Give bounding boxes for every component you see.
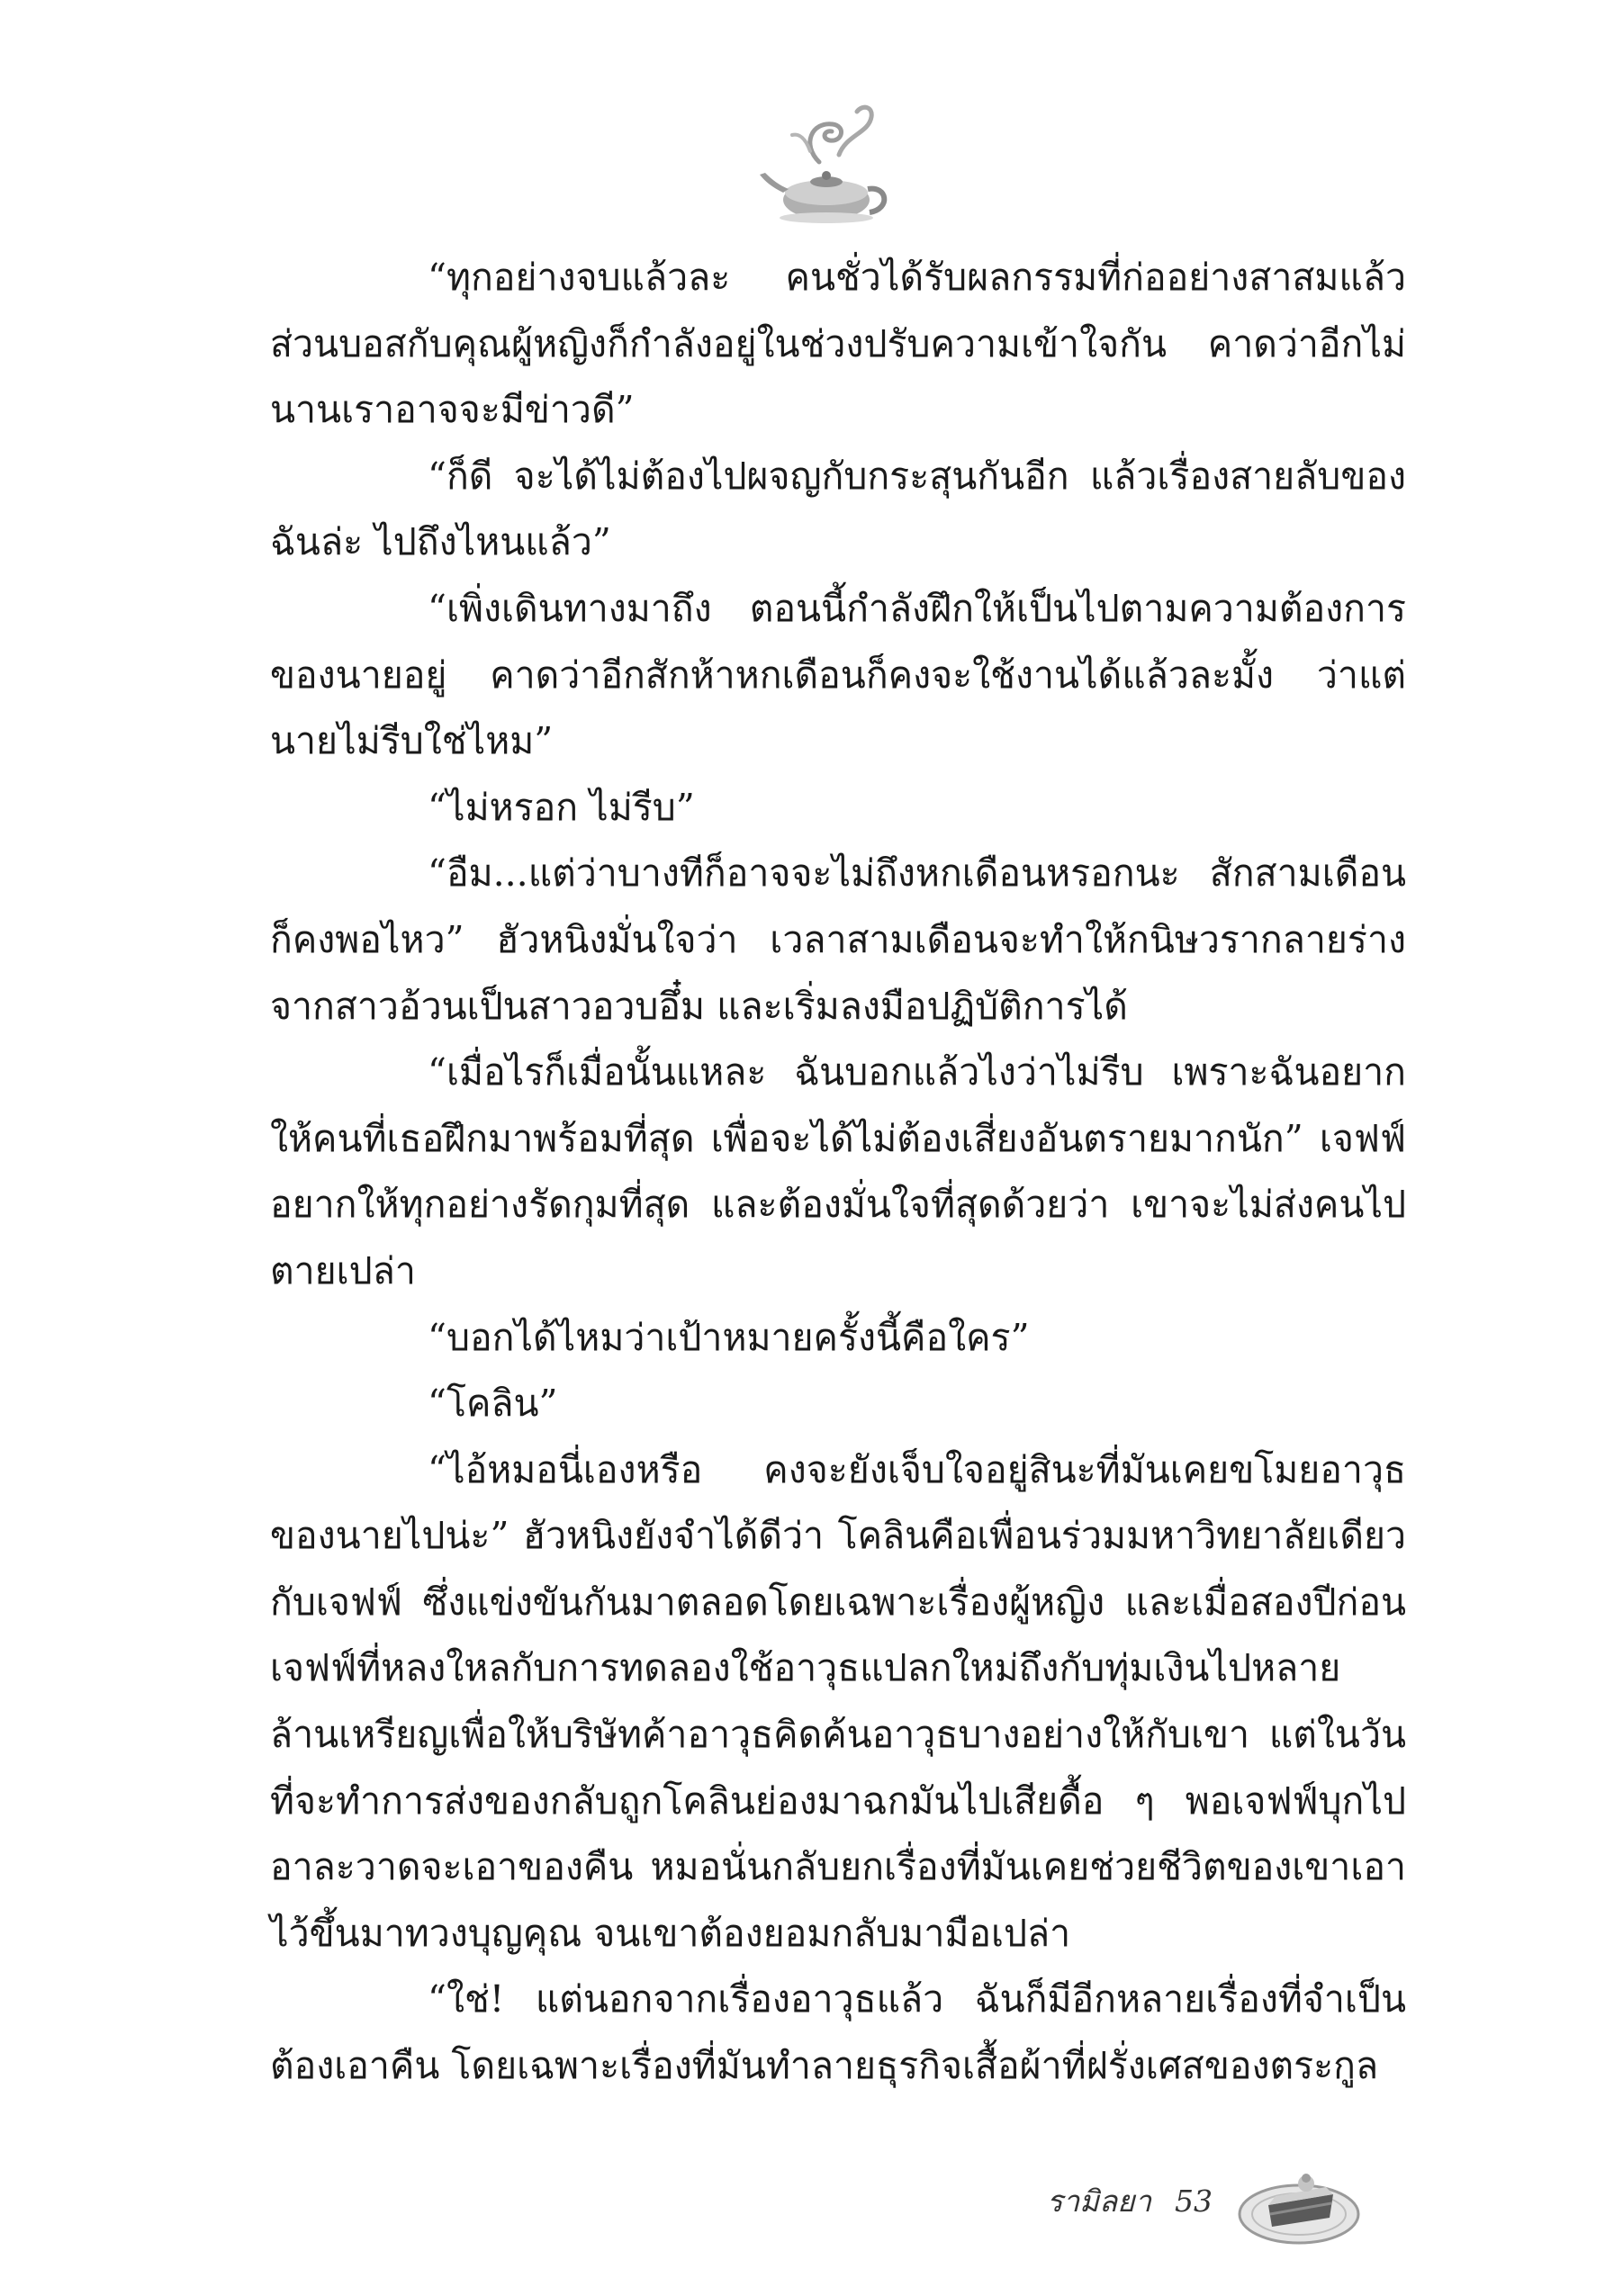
- story-text: [270, 245, 1406, 2100]
- paragraph-4: “ไม่หรอก ไม่รีบ”: [428, 785, 695, 829]
- paragraph-1: “ทุกอย่างจบแล้วละ คนชั่วได้รับผลกรรมที่ก่ออย่างสาสมแล้ว ส่วนบอสกับคุณผู้หญิงก็กำลังอยู่ในช่วงปรับความเข้าใจกัน คาดว่าอีกไม่นานเราอาจจะมีข่าวดี”: [270, 256, 1406, 432]
- cake-slice-plate-icon: [1236, 2151, 1362, 2250]
- paragraph-5: “อืม...แต่ว่าบางทีก็อาจจะไม่ถึงหกเดือนหรอกนะ สักสามเดือนก็คงพอไหว” ฮัวหนิงมั่นใจว่า เวลาสามเดือนจะทำให้กนิษวรากลายร่างจากสาวอ้วนเป็นสาวอวบอึ๋ม และเริ่มลงมือปฏิบัติการได้: [270, 851, 1406, 1028]
- paragraph-6: “เมื่อไรก็เมื่อนั้นแหละ ฉันบอกแล้วไงว่าไม่รีบ เพราะฉันอยากให้คนที่เธอฝึกมาพร้อมที่สุด เพื่อจะได้ไม่ต้องเสี่ยงอันตรายมากนัก” เจฟฟ์อยากให้ทุกอย่างรัดกุมที่สุด และต้องมั่นใจที่สุดด้วยว่า เขาจะไม่ส่งคนไปตายเปล่า: [270, 1050, 1406, 1292]
- page-footer: [1047, 2147, 1362, 2255]
- paragraph-7: “บอกได้ไหมว่าเป้าหมายครั้งนี้คือใคร”: [428, 1315, 1030, 1359]
- page-number: 53: [1175, 2183, 1213, 2219]
- author-name: รามิลยา: [1046, 2183, 1151, 2219]
- paragraph-10: “ใช่! แต่นอกจากเรื่องอาวุธแล้ว ฉันก็มีอีกหลายเรื่องที่จำเป็นต้องเอาคืน โดยเฉพาะเรื่องที่มันทำลายธุรกิจเสื้อผ้าที่ฝรั่งเศสของตระกูล: [270, 1977, 1406, 2088]
- paragraph-2: “ก็ดี จะได้ไม่ต้องไปผจญกับกระสุนกันอีก แล้วเรื่องสายลับของฉันล่ะ ไปถึงไหนแล้ว”: [270, 454, 1406, 564]
- paragraph-9: “ไอ้หมอนี่เองหรือ คงจะยังเจ็บใจอยู่สินะที่มันเคยขโมยอาวุธของนายไปน่ะ” ฮัวหนิงยังจำได้ดีว่า โคลินคือเพื่อนร่วมมหาวิทยาลัยเดียวกับเจฟฟ์ ซึ่งแข่งขันกันมาตลอดโดยเฉพาะเรื่องผู้หญิง และเมื่อสองปีก่อนเจฟฟ์ที่หลงใหลกับการทดลองใช้อาวุธแปลกใหม่ถึงกับทุ่มเงินไปหลายล้านเหรียญเพื่อให้บริษัทค้าอาวุธคิดค้นอาวุธบางอย่างให้กับเขา แต่ในวันที่จะทำการส่งของกลับถูกโคลินย่องมาฉกมันไปเสียดื้อ ๆ พอเจฟฟ์บุกไปอาละวาดจะเอาของคืน หมอนั่นกลับยกเรื่องที่มันเคยช่วยชีวิตของเขาเอาไว้ขึ้นมาทวงบุญคุณ จนเขาต้องยอมกลับมามือเปล่า: [270, 1447, 1406, 1955]
- teapot-steam-icon: [756, 99, 900, 234]
- paragraph-3: “เพิ่งเดินทางมาถึง ตอนนี้กำลังฝึกให้เป็นไปตามความต้องการของนายอยู่ คาดว่าอีกสักห้าหกเดือนก็คงจะใช้งานได้แล้วละมั้ง ว่าแต่นายไม่รีบใช่ไหม”: [270, 586, 1406, 763]
- paragraph-8: “โคลิน”: [428, 1382, 558, 1426]
